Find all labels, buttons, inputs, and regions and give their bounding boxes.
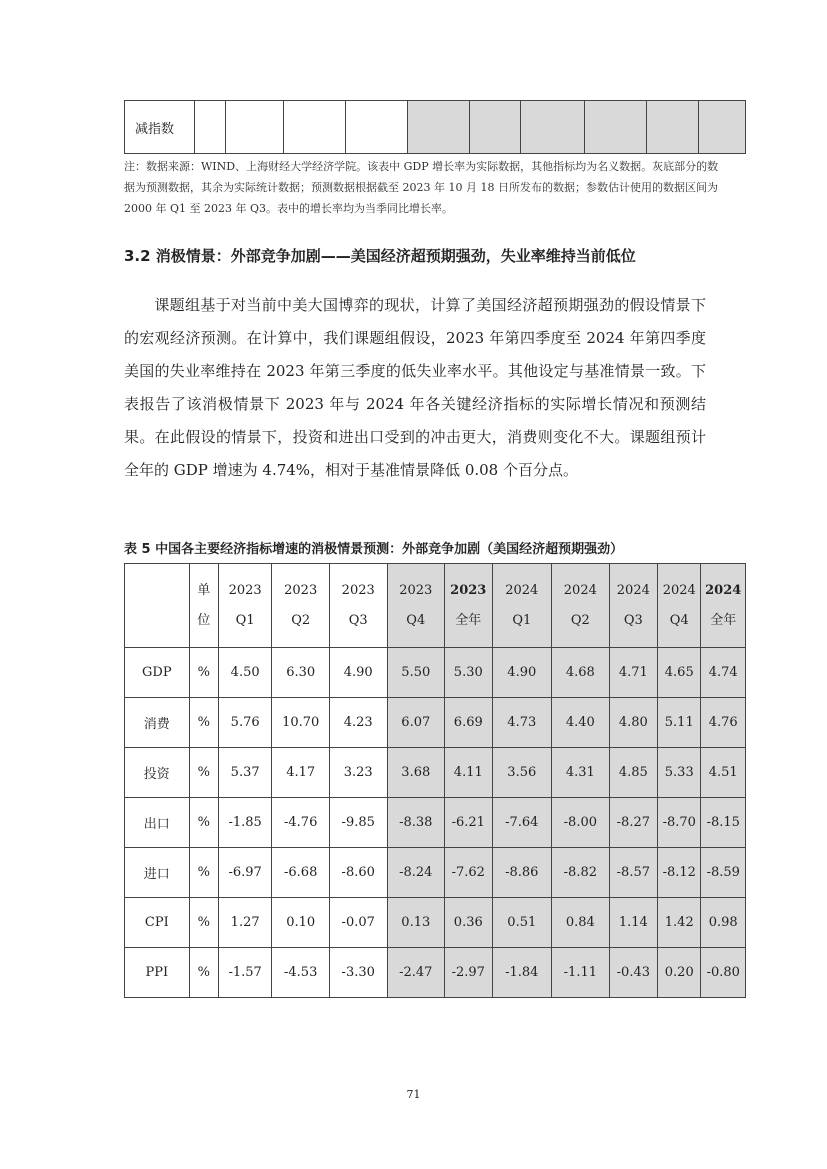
value-cell: -1.84 bbox=[492, 948, 552, 998]
value-cell: -6.97 bbox=[218, 848, 272, 898]
column-header-bottom: 位 bbox=[197, 612, 211, 628]
unit-cell: % bbox=[189, 698, 218, 748]
column-header bbox=[329, 564, 387, 648]
value-cell: 4.90 bbox=[492, 648, 552, 698]
value-cell: 3.56 bbox=[492, 748, 552, 798]
value-cell: -0.80 bbox=[701, 948, 746, 998]
column-header-top: 2023 bbox=[399, 582, 433, 598]
column-header-bottom: Q4 bbox=[669, 612, 689, 628]
column-header-top: 2024 bbox=[616, 582, 650, 598]
row-label: GDP bbox=[125, 648, 190, 698]
value-cell: 1.14 bbox=[609, 898, 657, 948]
value-cell: 4.50 bbox=[218, 648, 272, 698]
header-row bbox=[125, 564, 746, 648]
value-cell: 0.13 bbox=[387, 898, 445, 948]
column-header bbox=[552, 564, 610, 648]
value-cell: -8.59 bbox=[701, 848, 746, 898]
table-row bbox=[125, 798, 746, 848]
value-cell: 5.33 bbox=[658, 748, 701, 798]
column-header-top: 2023 bbox=[284, 582, 318, 598]
page-number: 71 bbox=[406, 1088, 421, 1101]
unit-cell: % bbox=[189, 848, 218, 898]
body-paragraph bbox=[124, 289, 706, 487]
row-label: PPI bbox=[125, 948, 190, 998]
value-cell: 4.40 bbox=[552, 698, 610, 748]
value-cell: 5.37 bbox=[218, 748, 272, 798]
value-cell: -8.24 bbox=[387, 848, 445, 898]
column-header-top: 2023 bbox=[341, 582, 375, 598]
table-row bbox=[125, 648, 746, 698]
column-header bbox=[387, 564, 445, 648]
column-header-bottom: Q2 bbox=[291, 612, 311, 628]
column-header-bottom: Q1 bbox=[512, 612, 532, 628]
column-header bbox=[492, 564, 552, 648]
value-cell: -8.12 bbox=[658, 848, 701, 898]
column-header-top: 2023 bbox=[450, 582, 487, 598]
value-cell: 6.07 bbox=[387, 698, 445, 748]
value-cell: 4.31 bbox=[552, 748, 610, 798]
value-cell: -6.68 bbox=[272, 848, 330, 898]
value-cell: 0.20 bbox=[658, 948, 701, 998]
value-cell: 5.30 bbox=[445, 648, 492, 698]
column-header-bottom: 全年 bbox=[455, 612, 482, 628]
column-header bbox=[189, 564, 218, 648]
value-cell: 4.71 bbox=[609, 648, 657, 698]
column-header bbox=[701, 564, 746, 648]
row-label: 出口 bbox=[125, 798, 190, 848]
value-cell: 6.30 bbox=[272, 648, 330, 698]
column-header-bottom: Q4 bbox=[406, 612, 426, 628]
value-cell: -8.27 bbox=[609, 798, 657, 848]
header-blank-cell bbox=[125, 564, 190, 648]
value-cell: 4.51 bbox=[701, 748, 746, 798]
column-header-top: 2024 bbox=[705, 582, 742, 598]
value-cell: 3.68 bbox=[387, 748, 445, 798]
value-cell: -8.00 bbox=[552, 798, 610, 848]
value-cell: -4.53 bbox=[272, 948, 330, 998]
value-cell: -4.76 bbox=[272, 798, 330, 848]
column-header-top: 2023 bbox=[228, 582, 262, 598]
value-cell: -7.64 bbox=[492, 798, 552, 848]
value-cell: 5.11 bbox=[658, 698, 701, 748]
column-header-bottom: Q1 bbox=[235, 612, 255, 628]
column-header-bottom: 全年 bbox=[710, 612, 737, 628]
row-label: 消费 bbox=[125, 698, 190, 748]
value-cell: 6.69 bbox=[445, 698, 492, 748]
unit-cell: % bbox=[189, 898, 218, 948]
value-cell: 0.51 bbox=[492, 898, 552, 948]
table-caption: 表 5 中国各主要经济指标增速的消极情景预测：外部竞争加剧（美国经济超预期强劲） bbox=[124, 542, 624, 557]
value-cell: -8.38 bbox=[387, 798, 445, 848]
value-cell: 4.23 bbox=[329, 698, 387, 748]
table-row bbox=[125, 698, 746, 748]
value-cell: 1.42 bbox=[658, 898, 701, 948]
unit-cell: % bbox=[189, 798, 218, 848]
column-header-top: 2024 bbox=[662, 582, 696, 598]
table-row bbox=[125, 898, 746, 948]
value-cell: 4.76 bbox=[701, 698, 746, 748]
value-cell: 4.74 bbox=[701, 648, 746, 698]
value-cell: 3.23 bbox=[329, 748, 387, 798]
forecast-table bbox=[124, 563, 746, 998]
value-cell: -1.57 bbox=[218, 948, 272, 998]
value-cell: 0.10 bbox=[272, 898, 330, 948]
value-cell: -7.62 bbox=[445, 848, 492, 898]
row-label: 进口 bbox=[125, 848, 190, 898]
column-header-top: 2024 bbox=[563, 582, 597, 598]
value-cell: 4.65 bbox=[658, 648, 701, 698]
value-cell: -8.82 bbox=[552, 848, 610, 898]
unit-cell: % bbox=[189, 648, 218, 698]
column-header-bottom: Q2 bbox=[570, 612, 590, 628]
value-cell: -2.47 bbox=[387, 948, 445, 998]
column-header-top: 2024 bbox=[505, 582, 539, 598]
table-row bbox=[125, 948, 746, 998]
value-cell: 4.85 bbox=[609, 748, 657, 798]
value-cell: 5.76 bbox=[218, 698, 272, 748]
column-header bbox=[272, 564, 330, 648]
column-header bbox=[658, 564, 701, 648]
unit-cell: % bbox=[189, 748, 218, 798]
value-cell: -3.30 bbox=[329, 948, 387, 998]
column-header-top: 单 bbox=[197, 582, 211, 598]
table-row bbox=[125, 748, 746, 798]
value-cell: -8.15 bbox=[701, 798, 746, 848]
value-cell: -1.85 bbox=[218, 798, 272, 848]
value-cell: -6.21 bbox=[445, 798, 492, 848]
column-header-bottom: Q3 bbox=[623, 612, 643, 628]
unit-cell: % bbox=[189, 948, 218, 998]
value-cell: -1.11 bbox=[552, 948, 610, 998]
value-cell: 10.70 bbox=[272, 698, 330, 748]
table-note: 注：数据来源：WIND、上海财经大学经济学院。该表中 GDP 增长率为实际数据，其他指标均为名义数据。灰底部分的数据为预测数据，其余为实际统计数据；预测数据根据截至 2023 年 10 月 18 日所发布的数据；参数估计使用的数据区间为 2000 年 Q1 至 2023 年 Q3。表中的增长率均为当季同比增长率。 bbox=[124, 160, 719, 215]
value-cell: -8.70 bbox=[658, 798, 701, 848]
value-cell: 4.80 bbox=[609, 698, 657, 748]
value-cell: 0.84 bbox=[552, 898, 610, 948]
row-label: 投资 bbox=[125, 748, 190, 798]
column-header-bottom: Q3 bbox=[348, 612, 368, 628]
section-heading: 3.2 消极情景：外部竞争加剧——美国经济超预期强劲，失业率维持当前低位 bbox=[124, 247, 636, 265]
table-row bbox=[125, 848, 746, 898]
value-cell: -8.86 bbox=[492, 848, 552, 898]
value-cell: 1.27 bbox=[218, 898, 272, 948]
column-header bbox=[445, 564, 492, 648]
row-label-cell: 减指数 bbox=[125, 101, 195, 154]
value-cell: 4.68 bbox=[552, 648, 610, 698]
column-header bbox=[609, 564, 657, 648]
value-cell: 4.73 bbox=[492, 698, 552, 748]
value-cell: 4.90 bbox=[329, 648, 387, 698]
continued-table-fragment bbox=[124, 100, 746, 154]
value-cell: 0.36 bbox=[445, 898, 492, 948]
value-cell: -0.07 bbox=[329, 898, 387, 948]
value-cell: 4.11 bbox=[445, 748, 492, 798]
value-cell: -9.85 bbox=[329, 798, 387, 848]
value-cell: 4.17 bbox=[272, 748, 330, 798]
value-cell: -2.97 bbox=[445, 948, 492, 998]
row-label: CPI bbox=[125, 898, 190, 948]
column-header bbox=[218, 564, 272, 648]
value-cell: -0.43 bbox=[609, 948, 657, 998]
value-cell: 0.98 bbox=[701, 898, 746, 948]
value-cell: -8.57 bbox=[609, 848, 657, 898]
value-cell: -8.60 bbox=[329, 848, 387, 898]
paragraph-text: 课题组基于对当前中美大国博弈的现状，计算了美国经济超预期强劲的假设情景下的宏观经济预测。在计算中，我们课题组假设，2023 年第四季度至 2024 年第四季度美国的失业率维持在 2023 年第三季度的低失业率水平。其他设定与基准情景一致。下表报告了该消极情景下 2023 年与 2024 年各关键经济指标的实际增长情况和预测结果。在此假设的情景下，投资和进出口受到的冲击更大，消费则变化不大。课题组预计全年的 GDP 增速为 4.74%，相对于基准情景降低 0.08 个百分点。 bbox=[124, 296, 706, 479]
value-cell: 5.50 bbox=[387, 648, 445, 698]
